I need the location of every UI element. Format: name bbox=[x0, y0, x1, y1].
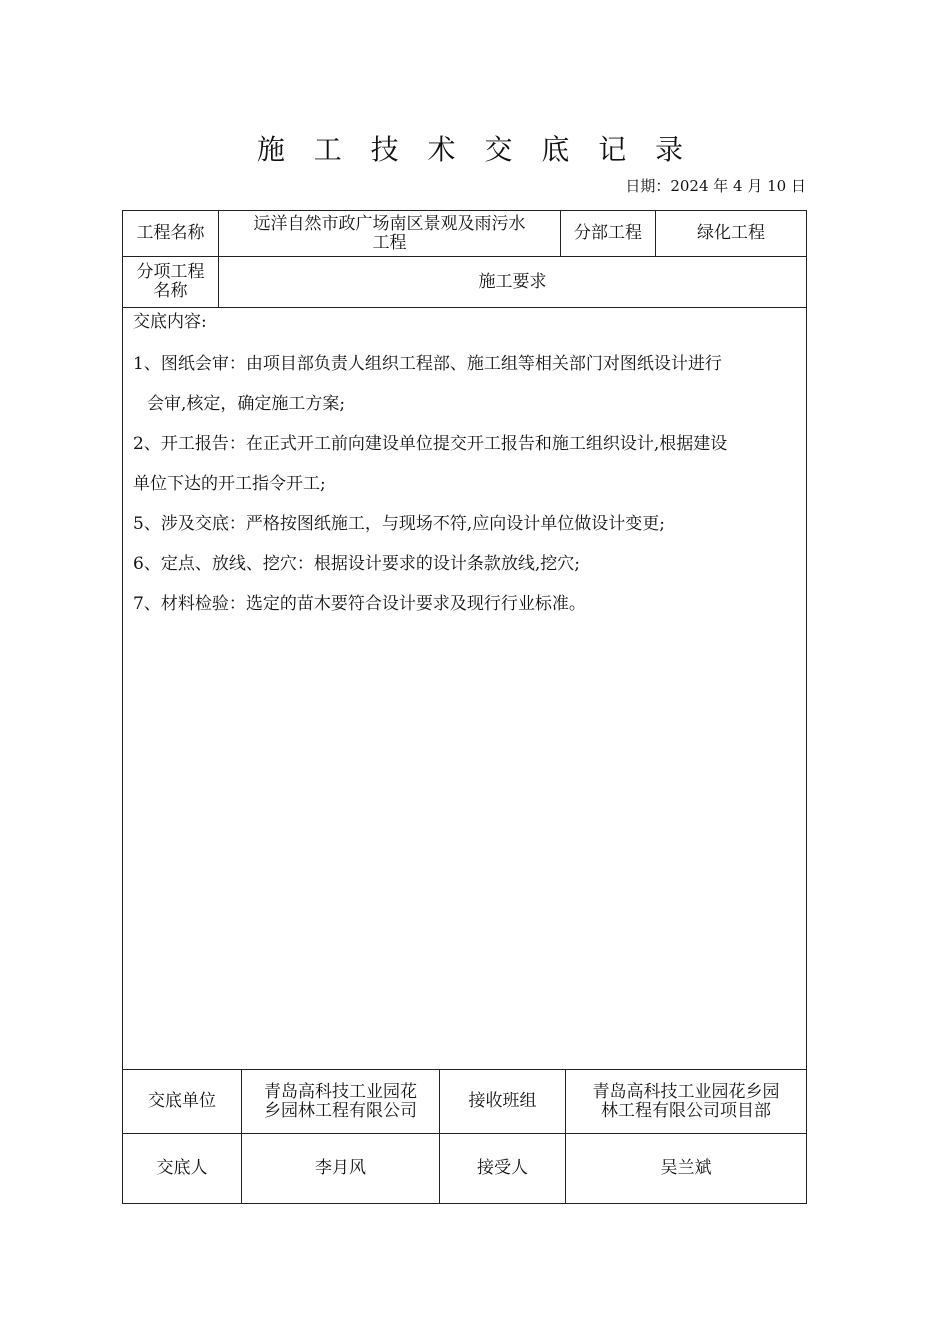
issuer-unit-value-cell bbox=[241, 1069, 440, 1134]
division-value: 绿化工程 bbox=[697, 223, 765, 243]
project-name-label-cell bbox=[122, 210, 219, 257]
project-name-value-cell bbox=[218, 210, 561, 257]
content-line-1: 1、图纸会审：由项目部负责人组织工程部、施工组等相关部门对图纸设计进行 bbox=[133, 354, 722, 374]
receiver-group-line-1: 青岛高科技工业园花乡园 bbox=[592, 1081, 780, 1102]
content-heading: 交底内容: bbox=[133, 312, 207, 332]
issuer-unit-label: 交底单位 bbox=[148, 1091, 216, 1111]
receiver-group-label-cell bbox=[439, 1069, 566, 1134]
sub-item-label-cell bbox=[122, 256, 219, 308]
content-line-7: 7、材料检验：选定的苗木要符合设计要求及现行行业标准。 bbox=[133, 594, 586, 614]
sub-item-value: 施工要求 bbox=[478, 271, 547, 292]
sub-item-label-line-1: 分项工程 bbox=[136, 262, 205, 282]
division-label-cell bbox=[560, 210, 656, 257]
document-date: 日期：2024 年 4 月 10 日 bbox=[625, 177, 806, 195]
document-title: 施 工 技 术 交 底 记 录 bbox=[256, 133, 694, 166]
disclosure-content-box bbox=[122, 307, 807, 1070]
receiver-person-value-cell bbox=[565, 1133, 807, 1204]
sub-item-value-cell bbox=[218, 256, 807, 308]
issuer-person-label-cell bbox=[122, 1133, 242, 1204]
receiver-group-label: 接收班组 bbox=[468, 1091, 537, 1111]
project-name-label: 工程名称 bbox=[136, 223, 205, 243]
receiver-person-value: 吴兰斌 bbox=[660, 1158, 712, 1178]
issuer-person-label: 交底人 bbox=[156, 1158, 208, 1178]
content-line-5: 5、涉及交底：严格按图纸施工，与现场不符,应向设计单位做设计变更; bbox=[133, 514, 665, 534]
division-label: 分部工程 bbox=[574, 223, 642, 243]
issuer-unit-line-2: 乡园林工程有限公司 bbox=[264, 1100, 417, 1121]
receiver-person-label: 接受人 bbox=[477, 1158, 528, 1178]
issuer-person-value-cell bbox=[241, 1133, 440, 1204]
division-value-cell bbox=[655, 210, 807, 257]
receiver-group-value-cell bbox=[565, 1069, 807, 1134]
project-name-line-1: 远洋自然市政广场南区景观及雨污水 bbox=[253, 213, 526, 234]
issuer-person-value: 李月风 bbox=[315, 1158, 366, 1178]
content-line-1-continued: 会审,核定，确定施工方案; bbox=[147, 394, 346, 414]
content-line-6: 6、定点、放线、挖穴：根据设计要求的设计条款放线,挖穴; bbox=[133, 554, 580, 574]
content-line-2-continued: 单位下达的开工指令开工; bbox=[133, 474, 326, 494]
issuer-unit-label-cell bbox=[122, 1069, 242, 1134]
content-line-2: 2、开工报告：在正式开工前向建设单位提交开工报告和施工组织设计,根据建设 bbox=[133, 434, 728, 454]
sub-item-label-line-2: 名称 bbox=[153, 281, 188, 301]
project-name-line-2: 工程 bbox=[372, 232, 407, 253]
receiver-group-line-2: 林工程有限公司项目部 bbox=[601, 1100, 771, 1121]
receiver-person-label-cell bbox=[439, 1133, 566, 1204]
issuer-unit-line-1: 青岛高科技工业园花 bbox=[264, 1081, 417, 1102]
